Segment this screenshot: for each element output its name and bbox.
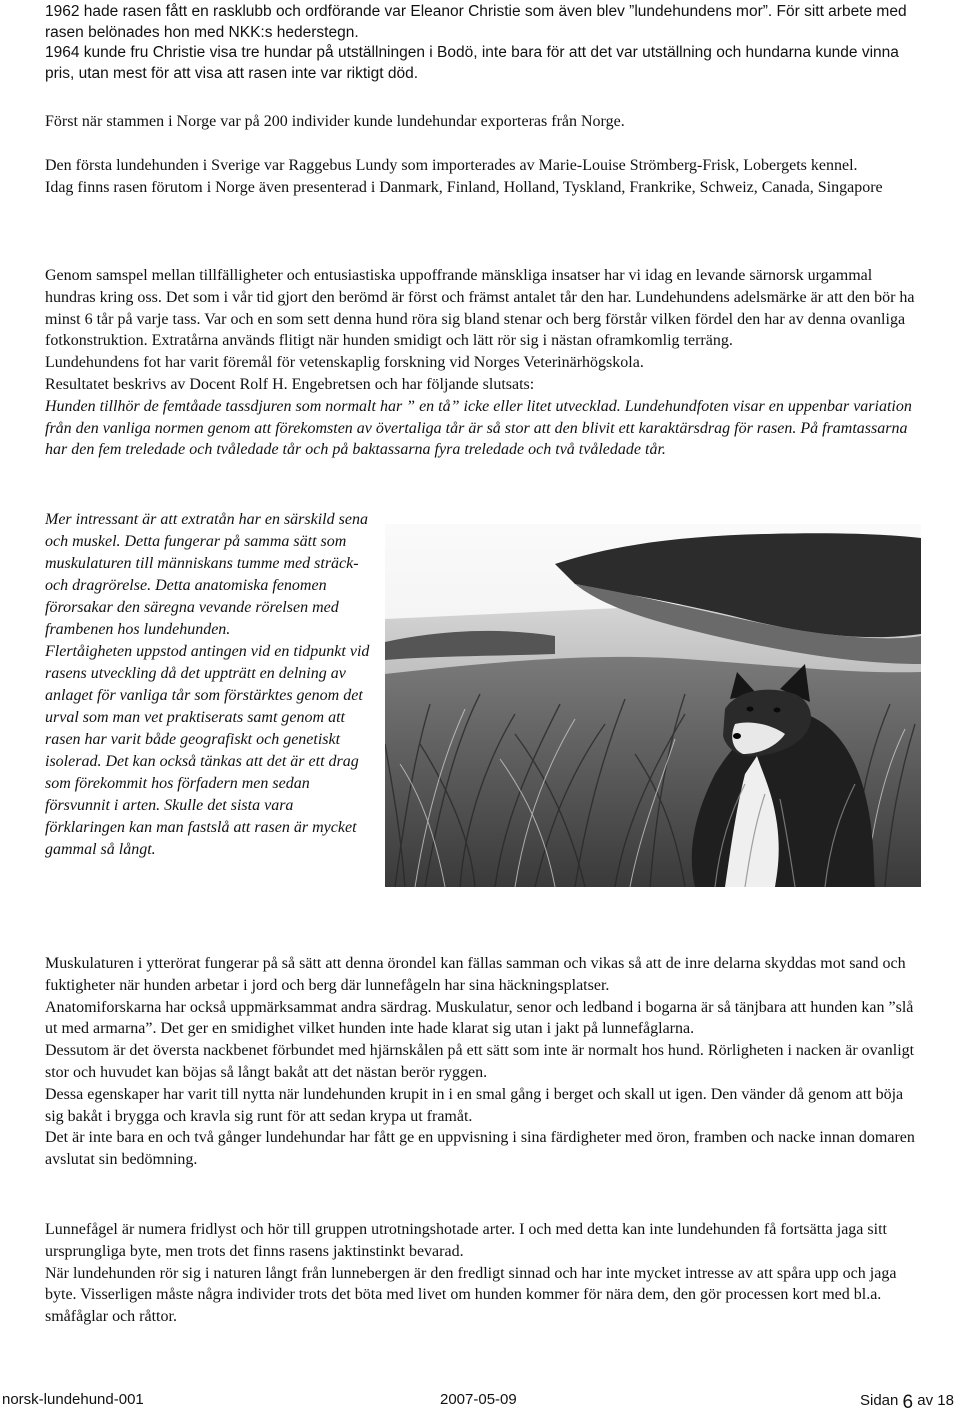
paragraph-export: Först när stammen i Norge var på 200 individer kunde lundehundar exporteras från Norge.	[45, 113, 625, 130]
anatomy-show: Det är inte bara en och två gånger lundehundar har fått ge en uppvisning i sina färdigheter med öron, framben och nacke innan domaren avslutat sin bedömning.	[45, 1129, 915, 1169]
feet-intro: Genom samspel mellan tillfälligheter och entusiastiska uppoffrande mänskliga insatser har vi idag en levande särnorsk urgammal hundras kring oss. Det som i vår tid gjort den berömd är först och främst antalet tår den har.	[45, 267, 873, 306]
paragraph-anatomy	[45, 953, 917, 1171]
feet-result: Resultatet beskrivs av Docent Rolf H. Engebretsen och har följande slutsats:	[45, 375, 535, 393]
sweden-text: Den första lundehunden i Sverige var Raggebus Lundy som importerades av Marie-Louise Strömberg-Frisk, Lobergets kennel.	[45, 157, 858, 174]
paragraph-sweden-countries	[45, 155, 917, 199]
feet-research: Lundehundens fot har varit föremål för vetenskaplig forskning vid Norges Veterinärhögskola.	[45, 354, 644, 372]
paragraph-feet	[45, 265, 917, 461]
anatomy-turn: Dessa egenskaper har varit till nytta när lundehunden krupit in i en smal gång i berget och skall ut igen. Den vänder då genom att böja sig bakåt i brygga och kravla sig runt för att sedan krypa ut framåt.	[45, 1085, 904, 1125]
footer-page-indicator	[860, 1390, 954, 1411]
page-prefix: Sidan	[860, 1392, 899, 1409]
feet-adelsmarke: Lundehundens adelsmärke är att den bör ha minst 6 tår på varje tass. Var och en som sett denna hund röra sig bland stenar och berg förstår vilken fördel den har av denna ovanliga fotkonstruktion. Extratårna används flitigt när hunden smidigt och lätt rör sig i nästan oframkomlig terräng.	[45, 288, 915, 350]
countries-text: Idag finns rasen förutom i Norge även presenterad i Danmark, Finland, Holland, Tyskland, Frankrike, Schweiz, Canada, Singapore	[45, 178, 883, 196]
column-text	[45, 509, 375, 861]
column-origin: Flertåigheten uppstod antingen vid en tidpunkt vid rasens utveckling då det uppträtt en delning av anlaget för vanliga tår som förstärktes genom det urval som man vet praktiserats samt genom att rasen har varit både geografiskt och genetiskt isolerad. Det kan också tänkas att det är ett drag som förekommit hos förfadern men sedan försvunnit i arten. Skulle det sista vara förklaringen kan man fastslå att rasen är mycket gammal så långt.	[45, 643, 370, 858]
paragraph-hunting	[45, 1219, 917, 1328]
footer-date: 2007-05-09	[440, 1391, 517, 1408]
hunting-nature: När lundehunden rör sig i naturen långt från lunnebergen är den fredligt sinnad och har inte mycket intresse av att spåra upp och jaga byte. Visserligen måste några individer trots det böta med livet om hunden kommer för nära dem, den gör processen kort med bl.a. småfåglar och råttor.	[45, 1264, 897, 1326]
anatomy-neck: Dessutom är det översta nackbenet förbundet med hjärnskålen på ett sätt som inte är normalt hos hund. Rörligheten i nacken är ovanligt stor och huvudet kan böjas så långt bakåt att det nästan berör ryggen.	[45, 1042, 915, 1081]
page-number: 6	[902, 1392, 914, 1413]
lundehund-in-grass-image	[385, 524, 921, 887]
paragraph-rasklubb	[45, 2, 917, 84]
dog-photo	[385, 524, 921, 887]
column-extra-toe: Mer intressant är att extratån har en särskild sena och muskel. Detta fungerar på samma sätt som muskulaturen till människans tumme med sträck- och dragrörelse. Detta anatomiska fenomen förorsakar den säregna vevande rörelsen med frambenen hos lundehunden.	[45, 511, 368, 638]
anatomy-ear: Muskulaturen i ytterörat fungerar på så sätt att denna örondel kan fällas samman och vikas så att de inre delarna skyddas mot sand och fuktigheter när hunden arbetar i jord och berg där lunnefågeln har sina häckningsplatser.	[45, 955, 906, 994]
feet-quote: Hunden tillhör de femtåade tassdjuren som normalt har ” en tå” icke eller litet utvecklad. Lundehundfoten visar en uppenbar variation från den vanliga normen genom att förekomsten av övertaliga tår är så stor att den blivit ett karaktärsdrag för rasen. På framtassarna har den fem treledade och tvåledade tår och på baktassarna fyra treledade och två tvåledade tår.	[45, 397, 912, 459]
hunting-protected: Lunnefågel är numera fridlyst och hör till gruppen utrotningshotade arter. I och med detta kan inte lundehunden få fortsätta jaga sitt ursprungliga byte, men trots det finns rasens jaktinstinkt bevarad.	[45, 1221, 887, 1260]
footer-doc-id: norsk-lundehund-001	[2, 1391, 144, 1408]
rasklubb-text: 1962 hade rasen fått en rasklubb och ordförande var Eleanor Christie som även blev ”lundehundens mor”. För sitt arbete med rasen belönades hon med NKK:s hederstegn.	[45, 3, 907, 41]
page-suffix: av 18	[917, 1392, 954, 1409]
bodo-text: 1964 kunde fru Christie visa tre hundar på utställningen i Bodö, inte bara för att det var utställning och hundarna kunde vinna pris, utan mest för att visa att rasen inte var riktigt död.	[45, 44, 899, 82]
anatomy-shoulders: Anatomiforskarna har också uppmärksammat andra särdrag. Muskulatur, senor och ledband i bogarna är så tänjbara att hunden kan ”slå ut med armarna”. Det ger en smidighet vilket hunden inte hade klarat sig utan i jakt på lunnefåglarna.	[45, 998, 914, 1038]
